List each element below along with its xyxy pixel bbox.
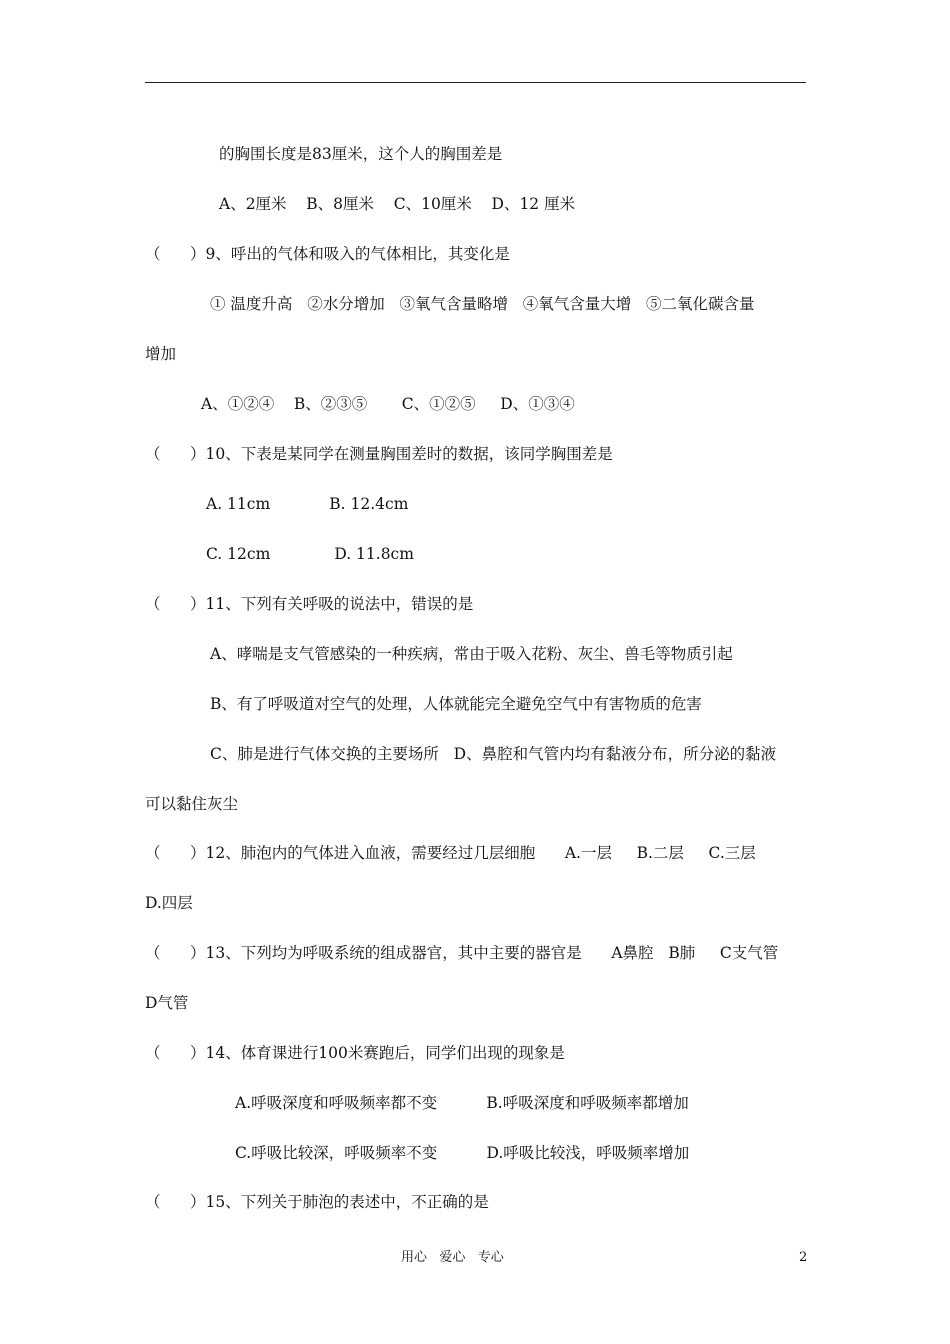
q8-options: A、2厘米 B、8厘米 C、10厘米 D、12 厘米 xyxy=(219,195,576,213)
q12-stem-continuation: D.四层 xyxy=(145,894,193,912)
q12-stem: （ ）12、肺泡内的气体进入血液，需要经过几层细胞 A.一层 B.二层 C.三层 xyxy=(145,844,756,862)
q10-stem: （ ）10、下表是某同学在测量胸围差时的数据，该同学胸围差是 xyxy=(145,445,613,463)
page-number: 2 xyxy=(799,1250,808,1265)
q9-stem: （ ）9、呼出的气体和吸入的气体相比，其变化是 xyxy=(145,245,510,263)
q13-stem-continuation: D气管 xyxy=(145,994,189,1012)
q11-option-b: B、有了呼吸道对空气的处理，人体就能完全避免空气中有害物质的危害 xyxy=(210,695,702,713)
q14-stem: （ ）14、体育课进行100米赛跑后，同学们出现的现象是 xyxy=(145,1044,565,1062)
q9-items-continuation: 增加 xyxy=(145,345,177,363)
q13-stem: （ ）13、下列均为呼吸系统的组成器官，其中主要的器官是 A鼻腔 B肺 C支气管 xyxy=(145,944,779,962)
q15-stem: （ ）15、下列关于肺泡的表述中，不正确的是 xyxy=(145,1193,489,1211)
q8-continuation: 的胸围长度是83厘米，这个人的胸围差是 xyxy=(219,145,503,163)
q10-options-cd: C. 12cm D. 11.8cm xyxy=(206,545,414,563)
q9-items: ① 温度升高 ②水分增加 ③氧气含量略增 ④氧气含量大增 ⑤二氧化碳含量 xyxy=(210,295,755,313)
header-rule xyxy=(145,82,806,83)
q14-options-cd: C.呼吸比较深，呼吸频率不变 D.呼吸比较浅，呼吸频率增加 xyxy=(235,1144,690,1162)
q14-options-ab: A.呼吸深度和呼吸频率都不变 B.呼吸深度和呼吸频率都增加 xyxy=(235,1094,689,1112)
q11-option-a: A、哮喘是支气管感染的一种疾病，常由于吸入花粉、灰尘、兽毛等物质引起 xyxy=(210,645,733,663)
q11-option-cd-continuation: 可以黏住灰尘 xyxy=(145,795,239,813)
q9-options: A、①②④ B、②③⑤ C、①②⑤ D、①③④ xyxy=(201,395,575,413)
q11-stem: （ ）11、下列有关呼吸的说法中，错误的是 xyxy=(145,595,474,613)
q10-options-ab: A. 11cm B. 12.4cm xyxy=(206,495,409,513)
q11-option-cd: C、肺是进行气体交换的主要场所 D、鼻腔和气管内均有黏液分布，所分泌的黏液 xyxy=(210,745,777,763)
page-footer: 用心 爱心 专心 xyxy=(401,1250,504,1265)
